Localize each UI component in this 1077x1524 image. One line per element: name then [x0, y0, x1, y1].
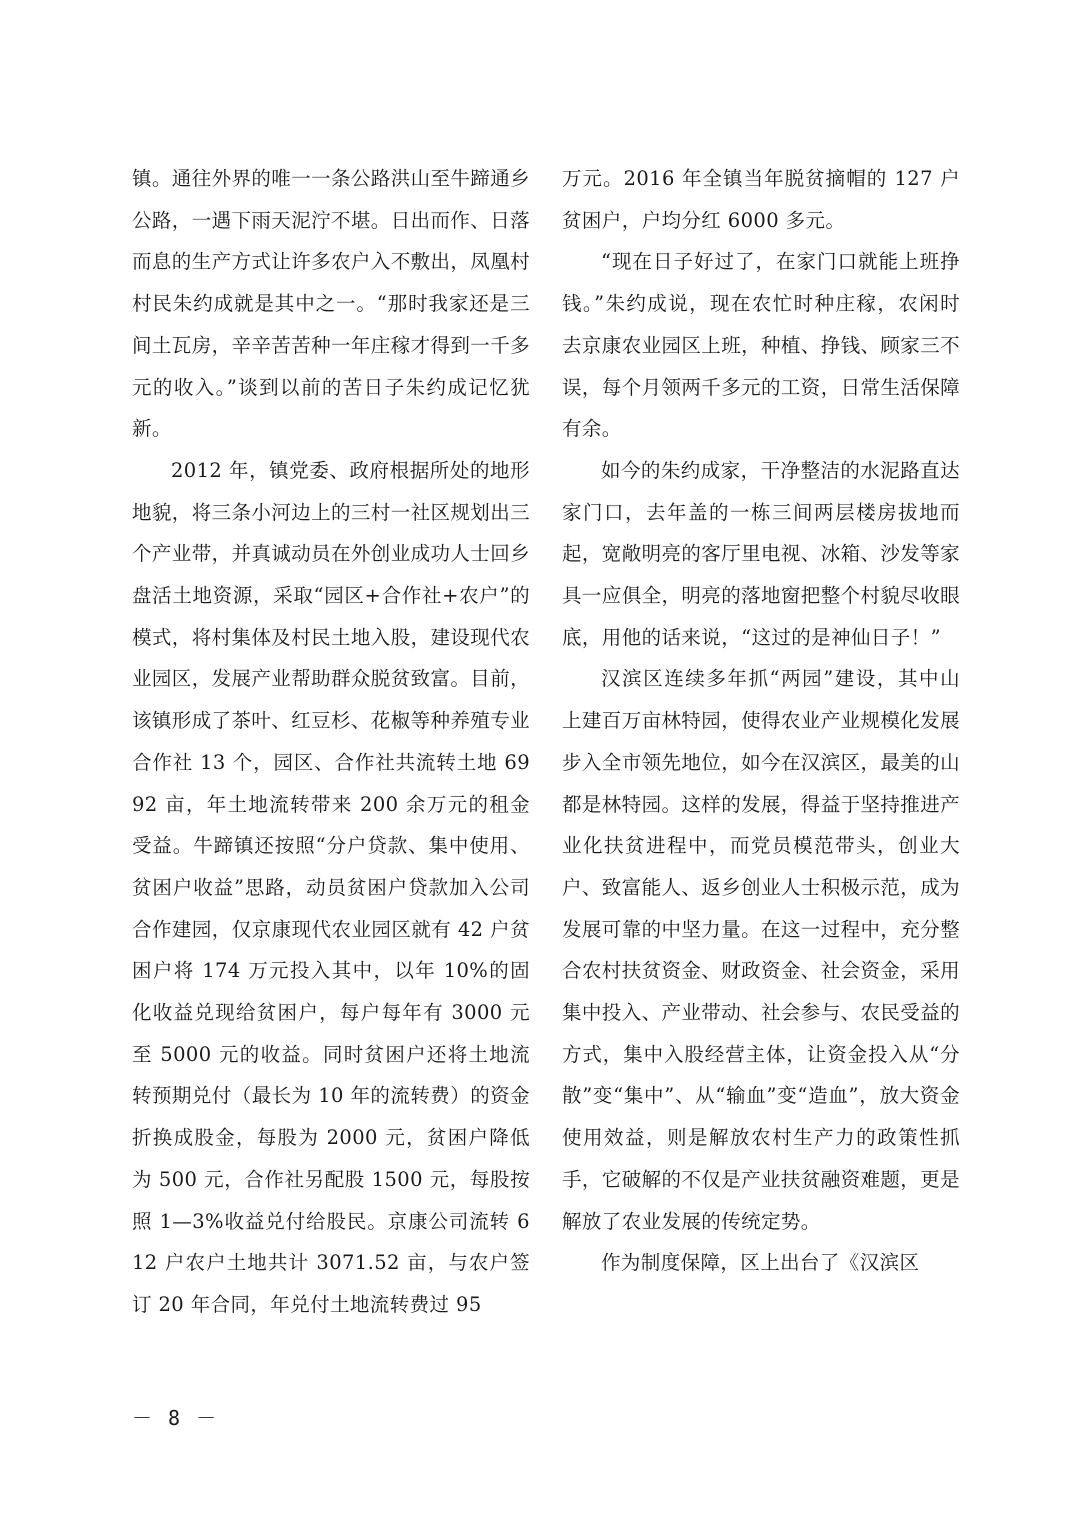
paragraph: 镇。通往外界的唯一一条公路洪山至牛蹄通乡公路，一遇下雨天泥泞不堪。日出而作、日落而息的生产方式让许多农户入不敷出，凤凰村村民朱约成就是其中之一。“那时我家还是三间土瓦房，辛辛苦苦种一年庄稼才得到一千多元的收入。”谈到以前的苦日子朱约成记忆犹新。 — [132, 167, 531, 441]
paragraph: 2012 年，镇党委、政府根据所处的地形地貌，将三条小河边上的三村一社区规划出三个产业带，并真诚动员在外创业成功人士回乡盘活土地资源，采取“园区+合作社+农户”的模式，将村集体及村民土地入股，建设现代农业园区，发展产业帮助群众脱贫致富。目前，该镇形成了茶叶、红豆杉、花椒等种养殖专业合作社 13 个，园区、合作社共流转土地 6992 亩，年土地流转带来 200 余万元的租金受益。牛蹄镇还按照“分户贷款、集中使用、贫困户收益”思路，动员贫困户贷款加入公司合作建园，仅京康现代农业园区就有 42 户贫困户将 174 万元投入其中，以年 10%的固化收益兑现给贫困户，每户每年有 3000 元至 5000 元的收益。同时贫困户还将土地流转预期兑付（最长为 10 年的流转费）的资金折换成股金，每股为 2000 元，贫困户降低为 500 元，合作社另配股 1500 元，每股按照 1—3%收益兑付给股民。京康公司流转 612 户农户土地共计 3071.52 亩，与农户签订 20 年合同，年兑付土地流转费过 95 — [132, 458, 531, 1316]
paragraph: “现在日子好过了，在家门口就能上班挣钱。”朱约成说，现在农忙时种庄稼，农闲时去京康农业园区上班，种植、挣钱、顾家三不误，每个月领两千多元的工资，日常生活保障有余。 — [562, 250, 961, 441]
page-number: － 8 － — [132, 1406, 219, 1430]
paragraph: 如今的朱约成家，干净整洁的水泥路直达家门口，去年盖的一栋三间两层楼房拔地而起，宽敞明亮的客厅里电视、冰箱、沙发等家具一应俱全，明亮的落地窗把整个村貌尽收眼底，用他的话来说，“这过的是神仙日子！” — [562, 458, 961, 649]
paragraph: 万元。2016 年全镇当年脱贫摘帽的 127 户贫困户，户均分红 6000 多元。 — [562, 167, 960, 232]
right-column — [562, 158, 960, 1284]
paragraph: 作为制度保障，区上出台了《汉滨区 — [601, 1251, 920, 1275]
left-column — [132, 158, 530, 1326]
paragraph: 汉滨区连续多年抓“两园”建设，其中山上建百万亩林特园，使得农业产业规模化发展步入全市领先地位，如今在汉滨区，最美的山都是林特园。这样的发展，得益于坚持推进产业化扶贫进程中，而党员模范带头，创业大户、致富能人、返乡创业人士积极示范，成为发展可靠的中坚力量。在这一过程中，充分整合农村扶贫资金、财政资金、社会资金，采用集中投入、产业带动、社会参与、农民受益的方式，集中入股经营主体，让资金投入从“分散”变“集中”、从“输血”变“造血”，放大资金使用效益，则是解放农村生产力的政策性抓手，它破解的不仅是产业扶贫融资难题，更是解放了农业发展的传统定势。 — [562, 667, 961, 1233]
